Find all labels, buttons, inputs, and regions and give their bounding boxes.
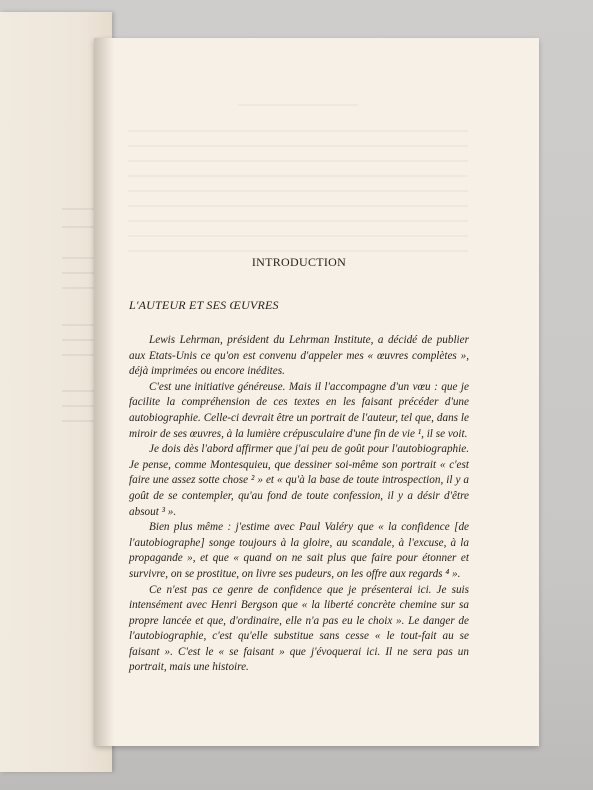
page-title: INTRODUCTION (251, 255, 347, 269)
paragraph: Ce n'est pas ce genre de confidence que je présenterai ici. Je suis intensément avec Henri Bergson que « la liberté concrète chemine sur sa propre lancée et que, d'ordinaire, elle n'a pas eu le choix ». Le danger de l'autobiographie, c'est qu'elle substitue sans cesse « le tout-fait au se faisant ». C'est le « se faisant » que j'évoquerai ici. Il ne sera pas un portrait, mais une histoire. (129, 583, 469, 674)
section-title: L'AUTEUR ET SES ŒUVRES (129, 298, 279, 312)
paragraph: Lewis Lehrman, président du Lehrman Institute, a décidé de publier aux Etats-Unis ce qu'on est convenu d'appeler mes « œuvres complètes », déjà imprimées ou encore inédites. (129, 334, 469, 378)
paragraph: C'est une initiative généreuse. Mais il l'accompagne d'un vœu : que je facilite la compréhension de ces textes en les faisant précéder d'une autobiographie. Celle-ci devrait être un portrait de l'auteur, tel que, dans le miroir de ses œuvres, à la lumière crépusculaire d'une fin de vie ¹, il se voit. (129, 380, 469, 440)
page-text-block (129, 255, 469, 676)
paragraph: Je dois dès l'abord affirmer que j'ai peu de goût pour l'autobiographie. Je pense, comme Montesquieu, que dessiner soi-même son portrait « c'est faire une assez sotte chose ² » et « qu'à la base de toute introspection, il y a goût de se contempler, qu'au fond de toute confession, il y a désir d'être absout ³ ». (129, 443, 469, 518)
page-gutter-shadow (94, 38, 114, 746)
paragraph: Bien plus même : j'estime avec Paul Valéry que « la confidence [de l'autobiographe] songe toujours à la gloire, au scandale, à l'excuse, à la propagande », et que « quand on ne sait plus que faire pour étonner et survivre, on se prostitue, on livre ses pudeurs, on les offre aux regards ⁴ ». (129, 521, 469, 580)
